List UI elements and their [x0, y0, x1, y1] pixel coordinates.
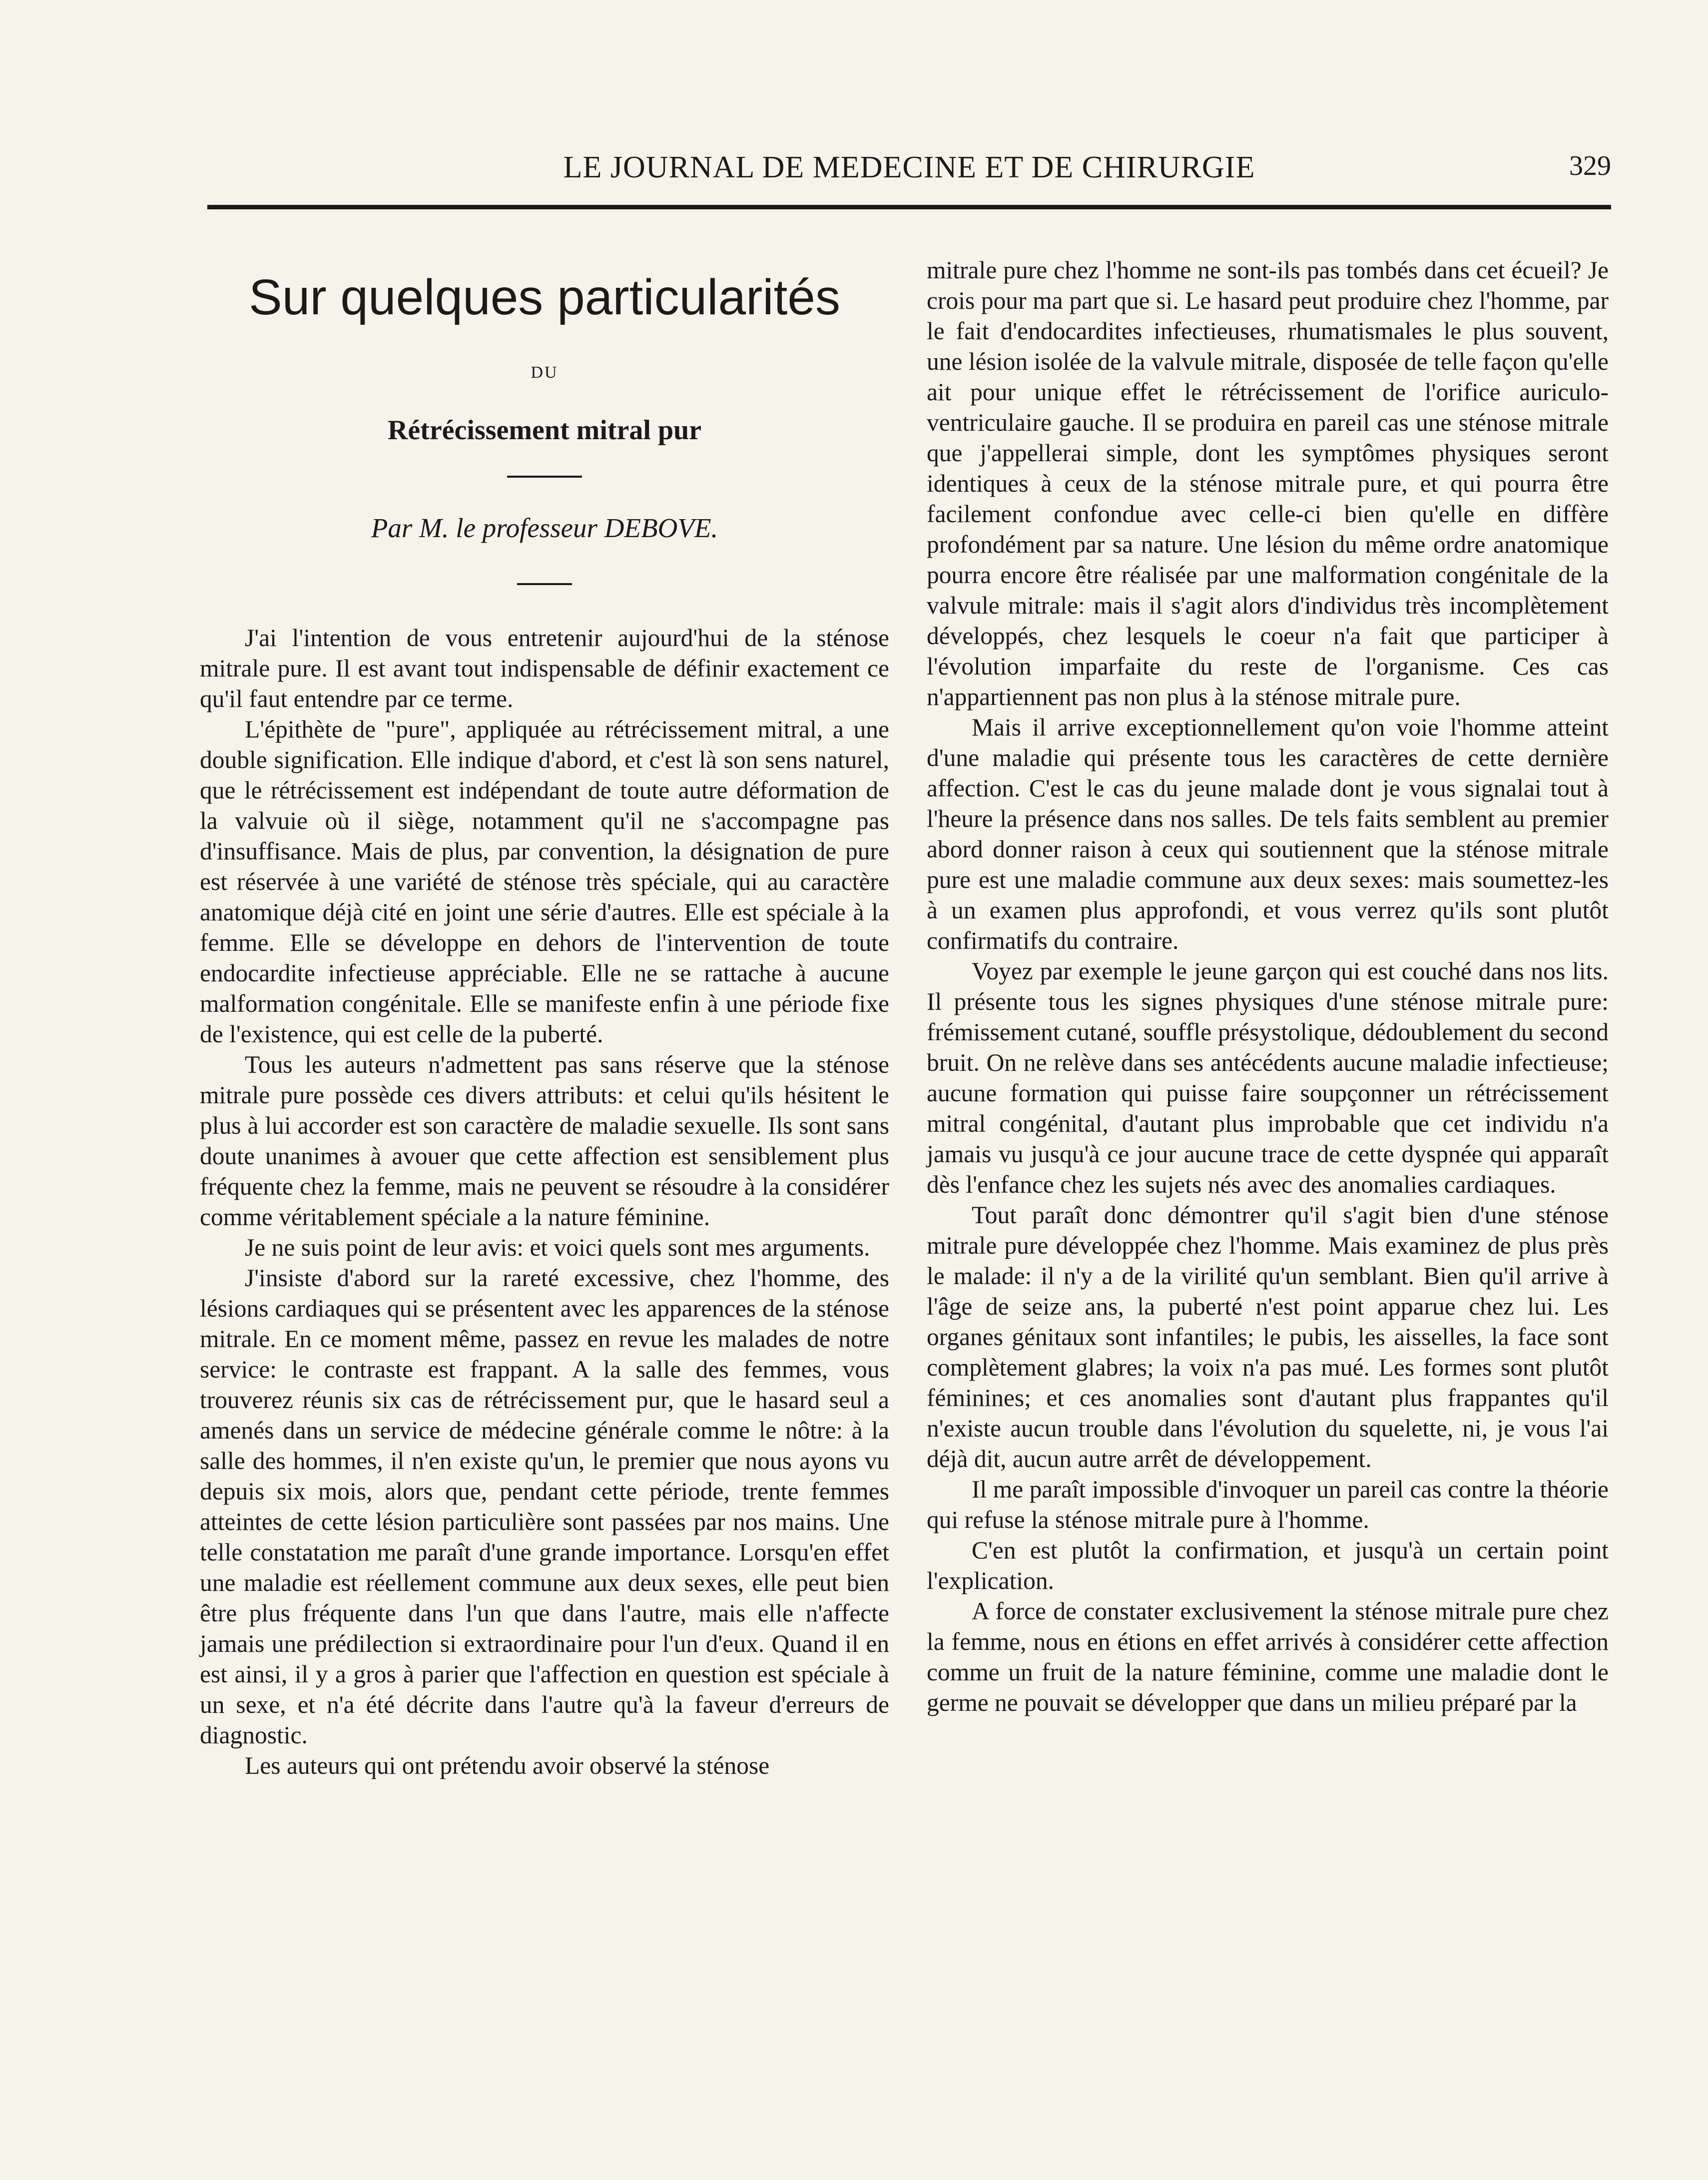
article-subtitle: Rétrécissement mitral pur: [387, 415, 702, 446]
journal-title: LE JOURNAL DE MEDECINE ET DE CHIRURGIE: [563, 150, 1255, 184]
header-rule: [207, 205, 1611, 209]
right-column: [927, 255, 1609, 1718]
paragraph: A force de constater exclusivement la sténose mitrale pure chez la femme, nous en étions en effet arrivés à considérer cette affection comme un fruit de la nature féminine, comme une maladie dont le germe ne pouvait se développer que dans un milieu préparé par la: [927, 1597, 1609, 1716]
paragraph: Voyez par exemple le jeune garçon qui est couché dans nos lits. Il présente tous les signes physiques d'une sténose mitrale pure: frémissement cutané, souffle présystolique, dédoublement du second bruit. On ne relève dans ses antécédents aucune maladie infectieuse; aucune formation qui puisse faire soupçonner un rétrécissement mitral congénital, d'autant plus improbable que cet individu n'a jamais vu jusqu'à ce jour aucune trace de cette dyspnée qui apparaît dès l'enfance chez les sujets nés avec des anomalies cardiaques.: [927, 957, 1609, 1198]
title-divider: [507, 476, 582, 478]
paragraph: Les auteurs qui ont prétendu avoir observé la sténose: [245, 1752, 770, 1779]
paragraph: Tout paraît donc démontrer qu'il s'agit bien d'une sténose mitrale pure développée chez l'homme. Mais examinez de plus près le malade: il n'y a de la virilité qu'un semblant. Bien qu'il arrive à l'âge de seize ans, la puberté n'est point apparue chez lui. Les organes génitaux sont infantiles; le pubis, les aisselles, la face sont complètement glabres; la voix n'a pas mué. Les formes sont plutôt féminines; et ces anomalies sont d'autant plus frappantes qu'il n'existe aucun trouble dans l'évolution du squelette, ni, je vous l'ai déjà dit, aucun autre arrêt de développement.: [927, 1201, 1609, 1472]
paragraph: Je ne suis point de leur avis: et voici quels sont mes arguments.: [245, 1234, 870, 1261]
paragraph: Tous les auteurs n'admettent pas sans réserve que la sténose mitrale pure possède ces divers attributs: et celui qu'ils hésitent le plus à lui accorder est son caractère de maladie sexuelle. Ils sont sans doute unanimes à avouer que cette affection est sensiblement plus fréquente chez la femme, mais ne peuvent se résoudre à la considérer comme véritablement spéciale a la nature féminine.: [200, 1051, 889, 1231]
running-header: [207, 150, 1611, 190]
paragraph: J'insiste d'abord sur la rareté excessive, chez l'homme, des lésions cardiaques qui se présentent avec les apparences de la sténose mitrale. En ce moment même, passez en revue les malades de notre service: le contraste est frappant. A la salle des femmes, vous trouverez réunis six cas de rétrécissement pur, que le hasard seul a amenés dans un service de médecine générale comme le nôtre: à la salle des hommes, il n'en existe qu'un, le premier que nous ayons vu depuis six mois, alors que, pendant cette période, trente femmes atteintes de cette lésion particulière sont passées par nos mains. Une telle constatation me paraît d'une grande importance. Lorsqu'en effet une maladie est réellement commune aux deux sexes, elle peut bien être plus fréquente dans l'un que dans l'autre, mais elle n'affecte jamais une prédilection si extraordinaire pour l'un d'eux. Quand il en est ainsi, il y a gros à parier que l'affection en question est spéciale à un sexe, et n'a été décrite dans l'autre qu'à la faveur d'erreurs de diagnostic.: [200, 1264, 889, 1749]
paragraph: mitrale pure chez l'homme ne sont-ils pas tombés dans cet écueil? Je crois pour ma part que si. Le hasard peut produire chez l'homme, par le fait d'endocardites infectieuses, rhumatismales le plus souvent, une lésion isolée de la valvule mitrale, disposée de telle façon qu'elle ait pour unique effet le rétrécissement de l'orifice auriculo-ventriculaire gauche. Il se produira en pareil cas une sténose mitrale que j'appellerai simple, dont les symptômes physiques seront identiques à ceux de la sténose mitrale pure, et qui pourra être facilement confondue avec celle-ci bien qu'elle en diffère profondément par sa nature. Une lésion du même ordre anatomique pourra encore être réalisée par une malformation congénitale de la valvule mitrale: mais il s'agit alors d'individus très incomplètement développés, chez lesquels le coeur n'a fait que participer à l'évolution imparfaite du reste de l'organisme. Ces cas n'appartiennent pas non plus à la sténose mitrale pure.: [927, 256, 1609, 711]
paragraph: C'en est plutôt la confirmation, et jusqu'à un certain point l'explication.: [927, 1536, 1609, 1594]
left-column: [200, 255, 889, 1781]
paragraph: L'épithète de "pure", appliquée au rétrécissement mitral, a une double signification. Elle indique d'abord, et c'est là son sens naturel, que le rétrécissement est indépendant de toute autre déformation de la valvuie où il siège, notamment qu'il ne s'accompagne pas d'insuffisance. Mais de plus, par convention, la désignation de pure est réservée à une variété de sténose très spéciale, qui au caractère anatomique déjà cité en joint une série d'autres. Elle est spéciale à la femme. Elle se développe en dehors de l'intervention de toute endocardite infectieuse appréciable. Elle ne se rattache à aucune malformation congénitale. Elle se manifeste enfin à une période fixe de l'existence, qui est celle de la puberté.: [200, 716, 889, 1048]
paragraph: Il me paraît impossible d'invoquer un pareil cas contre la théorie qui refuse la sténose mitrale pure à l'homme.: [927, 1475, 1609, 1533]
byline: Par M. le professeur DEBOVE.: [371, 513, 718, 543]
paragraph: J'ai l'intention de vous entretenir aujourd'hui de la sténose mitrale pure. Il est avant tout indispensable de définir exactement ce qu'il faut entendre par ce terme.: [200, 624, 889, 713]
article-title: Sur quelques particularités: [249, 269, 840, 325]
article-du: DU: [531, 363, 559, 382]
byline-divider: [517, 583, 572, 585]
page-number: 329: [1569, 150, 1611, 181]
paragraph: Mais il arrive exceptionnellement qu'on voie l'homme atteint d'une maladie qui présente tous les caractères de cette dernière affection. C'est le cas du jeune malade dont je vous signalai tout à l'heure la présence dans nos salles. De tels faits semblent au premier abord donner raison à ceux qui soutiennent que la sténose mitrale pure est une maladie commune aux deux sexes: mais soumettez-les à un examen plus approfondi, et vous verrez qu'ils sont plutôt confirmatifs du contraire.: [927, 714, 1609, 954]
